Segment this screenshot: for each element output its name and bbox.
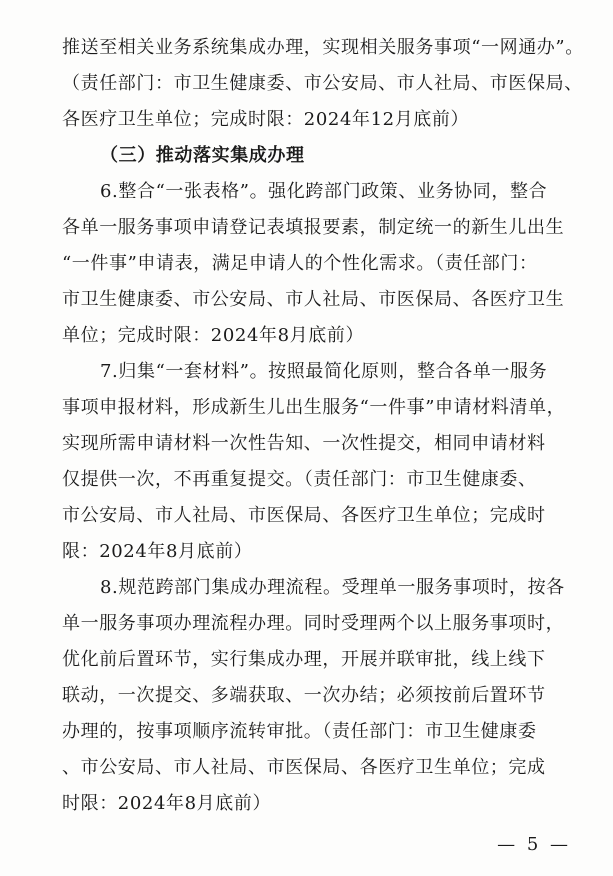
text-line-9: 单位；完成时限：2024年8月底前）	[62, 325, 365, 346]
text-line-1: 推送至相关业务系统集成办理，实现相关服务事项“一网通办”。	[62, 37, 584, 58]
text-line-17: 单一服务事项办理流程办理。同时受理两个以上服务事项时，	[62, 613, 565, 634]
text-line-12: 实现所需申请材料一次性告知、一次性提交，相同申请材料	[62, 433, 546, 454]
text-line-19: 联动，一次提交、多端获取、一次办结；必须按前后置环节	[62, 685, 546, 706]
text-line-6: 各单一服务事项申请登记表填报要素，制定统一的新生儿出生	[62, 217, 565, 238]
text-line-15: 限：2024年8月底前）	[62, 541, 253, 562]
page-number: — 5 —	[497, 834, 571, 855]
text-line-13: 仅提供一次，不再重复提交。（责任部门：市卫生健康委、	[62, 469, 537, 490]
text-line-22: 时限：2024年8月底前）	[62, 793, 272, 814]
text-line-18: 优化前后置环节，实行集成办理，开展并联审批，线上线下	[62, 649, 546, 670]
text-line-20: 办理的，按事项顺序流转审批。（责任部门：市卫生健康委	[62, 721, 537, 742]
text-line-7: “一件事”申请表，满足申请人的个性化需求。（责任部门：	[62, 253, 538, 274]
text-line-8: 市卫生健康委、市公安局、市人社局、市医保局、各医疗卫生	[62, 289, 565, 310]
text-line-16: 8.规范跨部门集成办理流程。受理单一服务事项时，按各	[100, 577, 565, 598]
text-line-3: 各医疗卫生单位；完成时限：2024年12月底前）	[62, 109, 470, 130]
text-line-11: 事项申报材料，形成新生儿出生服务“一件事”申请材料清单，	[62, 397, 566, 418]
text-line-5: 6.整合“一张表格”。强化跨部门政策、业务协同，整合	[100, 181, 548, 202]
text-line-21: 、市公安局、市人社局、市医保局、各医疗卫生单位；完成	[62, 757, 546, 778]
text-line-10: 7.归集“一套材料”。按照最简化原则，整合各单一服务	[100, 361, 548, 382]
text-line-2: （责任部门：市卫生健康委、市公安局、市人社局、市医保局、	[62, 73, 583, 94]
section-heading: （三）推动落实集成办理	[100, 145, 305, 166]
text-line-14: 市公安局、市人社局、市医保局、各医疗卫生单位；完成时	[62, 505, 546, 526]
